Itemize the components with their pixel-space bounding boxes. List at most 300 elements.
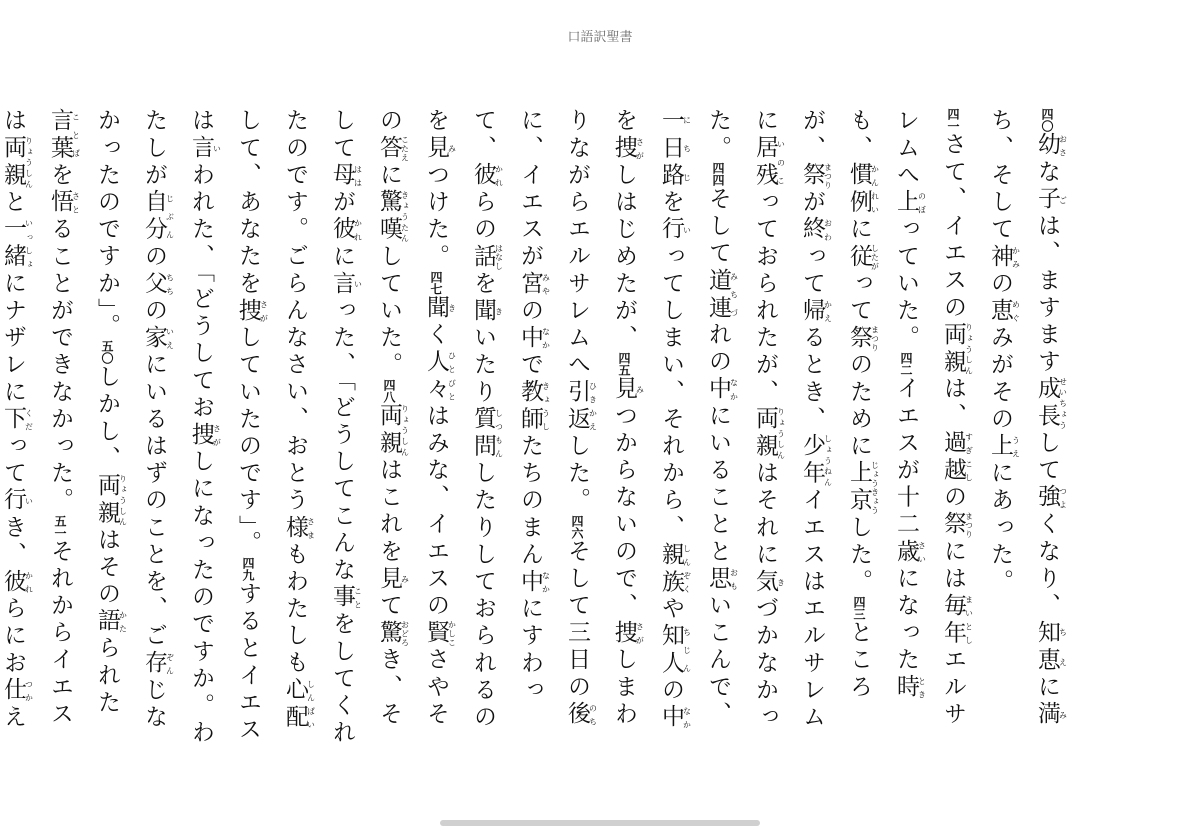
text-run: もわたしも (282, 541, 308, 678)
furigana: かれ (24, 568, 34, 596)
ruby-word (0, 677, 34, 705)
ruby-word (846, 324, 880, 352)
text-run: るとき、 (799, 324, 825, 434)
ruby-word (1034, 375, 1068, 431)
ruby-word (705, 375, 739, 404)
ruby-word (470, 243, 504, 271)
text-run: の (940, 484, 966, 512)
verse-number: 四四 (711, 162, 725, 187)
ruby-base: 様 (282, 514, 308, 542)
text-run: づかなかった。 (705, 108, 778, 732)
ruby-base: 上 (893, 189, 919, 217)
ruby-word (376, 565, 410, 593)
verse-number: 五一 (53, 514, 67, 539)
ruby-base: 上京 (846, 460, 872, 515)
ruby-base: 彼 (470, 162, 496, 190)
ruby-word (987, 297, 1021, 325)
ruby-base: 彼 (0, 568, 26, 596)
ruby-word (705, 565, 739, 593)
furigana: かみ (1011, 243, 1021, 271)
text-run: にあった。 (987, 460, 1013, 596)
paragraph (976, 108, 1070, 748)
ruby-base: 知人 (658, 622, 684, 678)
ruby-base: 見 (376, 565, 402, 593)
text-run: で (517, 351, 543, 380)
furigana: まいとし (964, 592, 974, 647)
ruby-base: 毎年 (940, 592, 966, 647)
furigana: まつり (870, 324, 880, 352)
ruby-word (1034, 186, 1068, 214)
furigana: ひきかえ (588, 379, 598, 434)
ruby-base: 引返 (564, 379, 590, 434)
text-run: っていた。 (893, 216, 919, 352)
furigana: さが (635, 619, 645, 647)
verse-number: 四三 (852, 595, 866, 620)
ruby-word (470, 406, 504, 461)
text-run: われた、「どうしてお (188, 162, 214, 422)
text-run: したりしておられるのを (423, 108, 496, 732)
text-run: をしてくれたのです。ごらんなさい、おとう (282, 108, 355, 747)
ruby-base: 下 (0, 406, 26, 434)
ruby-word (752, 135, 786, 190)
text-run: はみな、イエスの (423, 403, 449, 620)
scripture-page (0, 108, 1070, 748)
ruby-word (517, 324, 551, 352)
furigana: いえ (165, 324, 175, 352)
ruby-word (329, 584, 363, 612)
ruby-base: 祭 (799, 162, 825, 190)
text-run: え (0, 704, 26, 732)
ruby-word (141, 189, 175, 244)
furigana: じぶん (165, 189, 175, 244)
verse-number: 四一 (946, 108, 960, 132)
text-run: そして (705, 186, 731, 268)
furigana: こたえ (400, 135, 410, 163)
ruby-base: 知恵 (1034, 619, 1060, 675)
furigana: きょうたん (400, 189, 410, 244)
text-run: さて、イエスの (940, 132, 966, 322)
furigana: さが (635, 135, 645, 163)
ruby-word (0, 487, 34, 515)
ruby-word (423, 348, 457, 404)
verse-number: 四五 (617, 351, 631, 376)
ruby-word (799, 216, 833, 244)
ruby-base: 行 (658, 216, 684, 244)
ruby-word (893, 674, 927, 702)
ruby-base: 言 (329, 270, 355, 298)
ruby-word (0, 406, 34, 434)
ruby-word (188, 135, 222, 163)
text-run: は、 (940, 375, 966, 431)
ruby-base: 終 (799, 216, 825, 244)
ruby-word (752, 568, 786, 596)
ruby-word (141, 324, 175, 352)
ruby-base: 両親 (94, 472, 120, 528)
furigana: つか (24, 677, 34, 705)
ruby-base: 強 (1034, 484, 1060, 512)
ruby-base: 時 (893, 674, 919, 702)
ruby-base: 祭 (846, 324, 872, 352)
furigana: いのこ (776, 135, 786, 190)
text-run: エルサレムへ (893, 108, 966, 729)
ruby-word (846, 460, 880, 515)
text-run: になった (893, 565, 919, 675)
ruby-base: 上 (987, 433, 1013, 461)
text-run: って (0, 433, 26, 488)
ruby-word (376, 189, 410, 244)
furigana: まつり (823, 162, 833, 190)
furigana: はは (353, 162, 363, 190)
furigana: まつり (964, 511, 974, 539)
text-run: にいるはずのことを、ご (141, 351, 167, 651)
ruby-word (846, 162, 880, 217)
ruby-base: 過越 (940, 430, 966, 485)
book-title: 口語訳聖書 (567, 30, 633, 45)
text-run: した。 (564, 433, 590, 515)
ruby-base: 悟 (47, 189, 73, 217)
ruby-base: 人々 (423, 348, 449, 404)
furigana: おさ (1058, 132, 1068, 160)
furigana: しんぱい (306, 677, 316, 732)
ruby-base: 語 (94, 608, 120, 636)
furigana: とき (917, 674, 927, 702)
text-run: して、あなたを (235, 108, 261, 298)
furigana: じょうきょう (870, 460, 880, 515)
furigana: きょうし (541, 379, 551, 434)
furigana: のぼ (917, 189, 927, 217)
ruby-base: 中 (517, 568, 543, 596)
ruby-word (1034, 132, 1068, 160)
furigana: さが (259, 297, 269, 325)
ruby-base: 神 (987, 243, 1013, 271)
text-run: に (376, 162, 402, 190)
ruby-base: 事 (329, 584, 355, 612)
ruby-word (376, 135, 410, 163)
text-run: の (658, 677, 684, 705)
verse-number: 四八 (382, 379, 396, 404)
ruby-base: 中 (705, 375, 731, 404)
furigana: かた (118, 608, 128, 636)
furigana: き (494, 297, 504, 325)
furigana: めぐ (1011, 297, 1021, 325)
ruby-word (376, 619, 410, 647)
ruby-base: 子 (1034, 186, 1060, 214)
furigana: うえ (1011, 433, 1021, 461)
text-run: と (0, 189, 26, 217)
furigana: りょうしん (118, 472, 128, 527)
ruby-word (329, 270, 363, 298)
text-run: を (470, 270, 496, 298)
text-run: られた (94, 635, 120, 717)
text-run: の (517, 297, 543, 325)
furigana: なか (541, 568, 551, 596)
text-run: って (846, 270, 872, 325)
ruby-base: 気 (752, 568, 778, 596)
furigana: い (353, 270, 363, 298)
text-run: たちのまん (517, 433, 543, 569)
text-run: した。 (846, 514, 872, 596)
ruby-base: 仕 (0, 677, 26, 705)
text-run: さやその (376, 108, 449, 729)
text-run: は、ますます (1034, 213, 1060, 376)
ruby-base: 父 (141, 270, 167, 298)
verse-number: 五〇 (100, 340, 114, 365)
text-run: や (658, 595, 684, 623)
ruby-base: 行 (0, 487, 26, 515)
furigana: おも (729, 565, 739, 593)
text-run: じなかったのですか」。 (94, 108, 167, 732)
ruby-word (705, 267, 739, 322)
ruby-base: 慣例 (846, 162, 872, 217)
text-run: イエスが十二 (893, 375, 919, 539)
ruby-word (940, 430, 974, 485)
ruby-base: 一日路 (658, 108, 684, 190)
ruby-base: 自分 (141, 189, 167, 244)
furigana: み (447, 135, 457, 163)
furigana: ことば (71, 108, 81, 163)
paragraph (0, 108, 976, 748)
ruby-word (987, 243, 1021, 271)
ruby-word (658, 541, 692, 596)
text-run: を (658, 189, 684, 217)
furigana: なか (541, 324, 551, 352)
text-run: には (940, 538, 966, 593)
ruby-base: 恵 (987, 297, 1013, 325)
ruby-word (658, 704, 692, 732)
ruby-word (141, 270, 175, 298)
ruby-word (611, 135, 645, 163)
text-run: き、 (0, 514, 26, 569)
ruby-word (752, 406, 786, 461)
furigana: りょうしん (964, 321, 974, 376)
text-run: ところが、 (799, 108, 872, 702)
furigana: のち (588, 701, 598, 729)
furigana: い (682, 216, 692, 244)
ruby-base: 言 (188, 135, 214, 163)
furigana: かれ (494, 162, 504, 190)
ruby-word (282, 514, 316, 542)
ruby-word (47, 108, 81, 163)
furigana: しょうねん (823, 433, 833, 488)
text-run: にナザレに (0, 270, 26, 407)
ruby-word (611, 375, 645, 404)
ruby-base: 道連 (705, 267, 731, 322)
text-run: が (329, 189, 355, 217)
ruby-base: 中 (658, 704, 684, 732)
ruby-base: 両親 (940, 321, 966, 376)
ruby-word (940, 592, 974, 647)
ruby-word (376, 403, 410, 458)
ruby-base: 家 (141, 324, 167, 352)
ruby-word (1034, 701, 1068, 729)
furigana: りょうしん (400, 403, 410, 458)
furigana: みちづ (729, 267, 739, 322)
page-scrollbar[interactable] (440, 820, 760, 826)
text-run: はこれを (376, 457, 402, 566)
furigana: かれ (353, 216, 363, 244)
furigana: い (212, 135, 222, 163)
text-run: くなり、 (1034, 511, 1060, 620)
ruby-base: 聞 (470, 297, 496, 325)
ruby-word (658, 108, 692, 190)
furigana: み (635, 375, 645, 404)
text-run: に、イエスが (517, 108, 543, 271)
furigana: ちじん (682, 622, 692, 678)
furigana: くだ (24, 406, 34, 434)
text-run: ち、そして (987, 108, 1013, 244)
ruby-word (47, 189, 81, 217)
text-run: のために (846, 351, 872, 461)
ruby-base: 従 (846, 243, 872, 271)
ruby-word (799, 162, 833, 190)
text-run: みがその (987, 324, 1013, 434)
furigana: したが (870, 243, 880, 271)
ruby-word (94, 608, 128, 636)
ruby-base: 親族 (658, 541, 684, 596)
ruby-word (940, 321, 974, 376)
text-run: った、「どうしてこんな (329, 297, 355, 585)
text-run: そして三日の (564, 538, 590, 702)
ruby-word (94, 472, 128, 528)
ruby-base: 両親 (752, 406, 778, 461)
furigana: さが (212, 421, 222, 449)
ruby-word (329, 162, 363, 190)
ruby-word (188, 421, 222, 449)
ruby-base: 捜 (235, 297, 261, 325)
text-run: にすわって、 (470, 108, 543, 705)
text-run: も、 (846, 108, 872, 163)
ruby-base: 聞 (423, 294, 449, 322)
text-run: しかし、 (94, 364, 120, 473)
text-run: を (47, 162, 73, 190)
furigana: しつもん (494, 406, 504, 461)
ruby-base: 少年 (799, 433, 825, 488)
text-run: にいることと (705, 403, 731, 566)
ruby-word (329, 216, 363, 244)
ruby-word (0, 135, 34, 190)
furigana: おどろ (400, 619, 410, 647)
furigana: さと (71, 189, 81, 217)
ruby-word (658, 622, 692, 678)
furigana: さま (306, 514, 316, 542)
text-run: つからないので、 (611, 403, 637, 620)
text-run: はその (94, 527, 120, 609)
ruby-base: 祭 (940, 511, 966, 539)
ruby-word (1034, 484, 1068, 512)
ruby-base: 両親 (0, 135, 26, 190)
text-run: はそれに (752, 460, 778, 569)
furigana: かしこ (447, 619, 457, 647)
furigana: み (400, 565, 410, 593)
text-run: を (611, 108, 637, 136)
ruby-word (799, 297, 833, 325)
furigana: ぞん (165, 650, 175, 678)
ruby-word (564, 701, 598, 729)
furigana: にちじ (682, 108, 692, 190)
ruby-word (423, 619, 457, 647)
furigana: せいちょう (1058, 375, 1068, 431)
ruby-base: 捜 (188, 421, 214, 449)
ruby-word (282, 677, 316, 732)
furigana: なか (682, 704, 692, 732)
text-run: の (141, 243, 167, 271)
text-run: それからイエスは (0, 108, 73, 729)
text-run: ってしまい、それから、 (658, 243, 684, 542)
text-run: らにお (0, 595, 26, 678)
ruby-base: 答 (376, 135, 402, 163)
text-run: イエスはエルサレムに (752, 108, 825, 732)
ruby-base: 彼 (329, 216, 355, 244)
furigana: おわ (823, 216, 833, 244)
ruby-base: 帰 (799, 297, 825, 325)
ruby-word (0, 568, 34, 596)
text-run: しになったのですか。わたしが (141, 108, 214, 747)
text-run: ることができなかった。 (47, 216, 73, 515)
furigana: ひとびと (447, 348, 457, 404)
text-run: な (1034, 159, 1060, 187)
furigana: こと (353, 584, 363, 612)
ruby-base: 捜 (611, 135, 637, 163)
text-run: していたのです」。 (235, 324, 261, 558)
furigana: しんぞく (682, 541, 692, 596)
furigana: ご (1058, 186, 1068, 214)
ruby-word (517, 379, 551, 434)
text-run: き、そして (329, 108, 402, 729)
ruby-word (423, 294, 457, 322)
text-run: しまわりながらエルサレムへ (564, 108, 637, 729)
ruby-word (141, 650, 175, 678)
text-run: いこんで、 (705, 592, 731, 729)
text-run: って (799, 243, 825, 298)
ruby-word (1034, 619, 1068, 675)
furigana: ちち (165, 270, 175, 298)
ruby-word (846, 243, 880, 271)
ruby-base: 母 (329, 162, 355, 190)
ruby-word (470, 297, 504, 325)
verse-number: 四六 (570, 514, 584, 539)
text-run: に (1034, 674, 1060, 702)
text-run: つけた。 (423, 162, 449, 271)
furigana: りょうしん (776, 406, 786, 461)
text-run: に (846, 216, 872, 244)
text-run: するとイエスは (188, 108, 261, 744)
text-run: く (423, 321, 449, 349)
ruby-word (517, 568, 551, 596)
ruby-base: 教師 (517, 379, 543, 434)
ruby-word (893, 189, 927, 217)
ruby-base: 思 (705, 565, 731, 593)
verse-number: 四九 (241, 557, 255, 582)
furigana: かえ (823, 297, 833, 325)
text-run: いたり (470, 324, 496, 407)
verse-number: 四〇 (1040, 108, 1054, 132)
furigana: はなし (494, 243, 504, 271)
ruby-base: 見 (423, 135, 449, 163)
ruby-base: 話 (470, 243, 496, 271)
ruby-base: 驚 (376, 619, 402, 647)
ruby-base: 幼 (1034, 132, 1060, 160)
ruby-word (423, 135, 457, 163)
ruby-base: 見 (611, 375, 637, 404)
ruby-base: 居残 (752, 135, 778, 190)
ruby-base: 歳 (893, 538, 919, 566)
furigana: いっしょ (24, 216, 34, 271)
furigana: つよ (1058, 484, 1068, 512)
furigana: かんれい (870, 162, 880, 217)
ruby-word (564, 379, 598, 434)
text-run: の (987, 270, 1013, 298)
text-run: て (376, 592, 402, 620)
